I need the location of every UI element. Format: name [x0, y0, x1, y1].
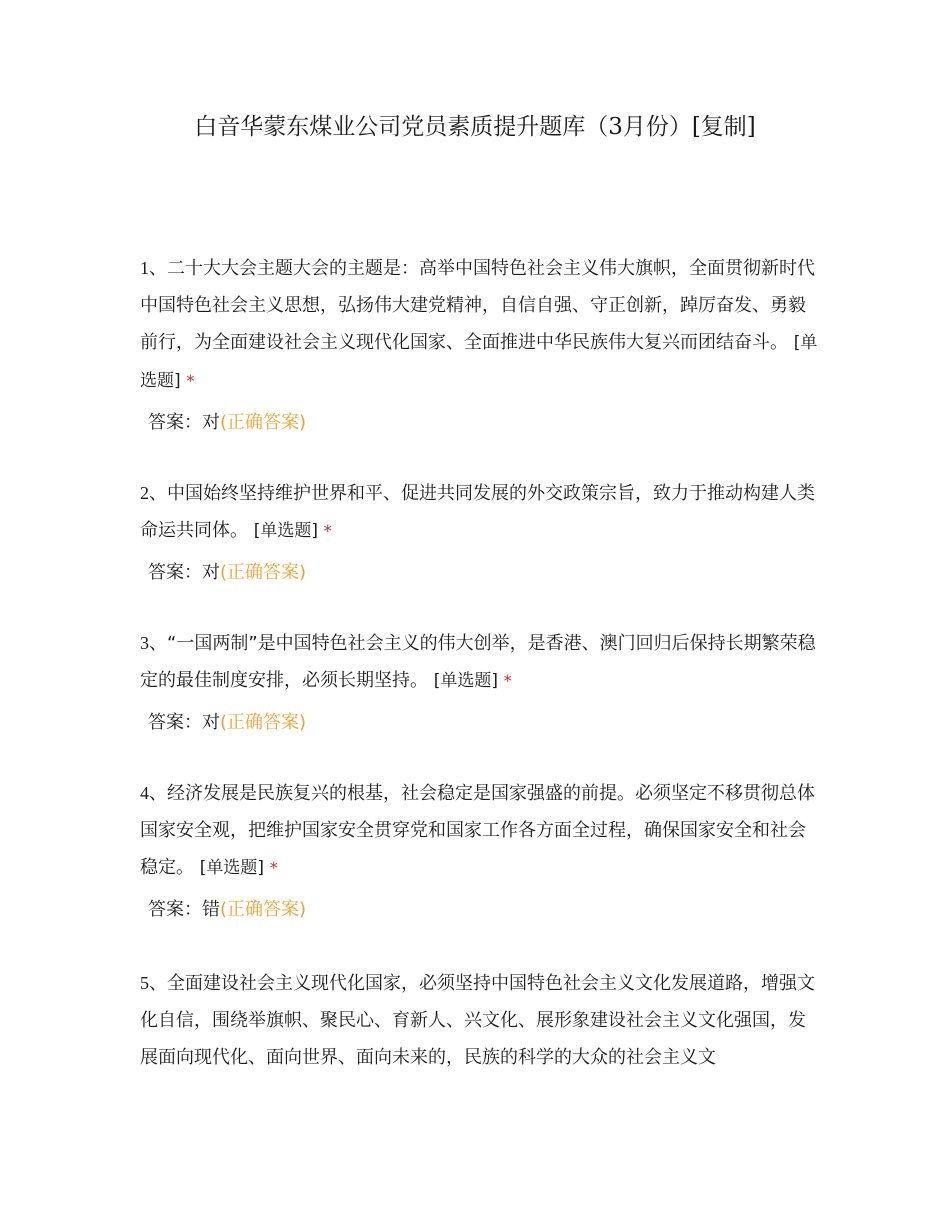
question-text-block	[140, 965, 820, 1076]
answer-line	[148, 708, 820, 738]
correct-answer-note: (正确答案)	[220, 899, 307, 920]
correct-answer-note: (正确答案)	[220, 412, 307, 433]
answer-label: 答案：	[148, 899, 202, 920]
question-item	[140, 625, 820, 738]
answer-label: 答案：	[148, 712, 202, 733]
answer-line	[148, 408, 820, 438]
question-text-block	[140, 775, 820, 887]
correct-answer-note: (正确答案)	[220, 562, 307, 583]
question-number: 4、	[140, 783, 167, 803]
question-number: 1、	[140, 258, 167, 278]
answer-value: 对	[202, 562, 220, 583]
page-title: 白音华蒙东煤业公司党员素质提升题库（3月份）[复制]	[194, 114, 756, 140]
answer-value: 对	[202, 412, 220, 433]
question-stem: 中国始终坚持维护世界和平、促进共同发展的外交政策宗旨，致力于推动构建人类命运共同体。	[140, 483, 815, 541]
answer-label: 答案：	[148, 412, 202, 433]
question-number: 5、	[140, 973, 167, 993]
question-item	[140, 250, 820, 438]
question-stem: 经济发展是民族复兴的根基，社会稳定是国家强盛的前提。必须坚定不移贯彻总体国家安全观，把维护国家安全贯穿党和国家工作各方面全过程，确保国家安全和社会稳定。	[140, 783, 815, 878]
question-type-label: [单选题]	[140, 333, 818, 391]
question-type-label: [单选题]	[199, 858, 264, 878]
question-number: 3、	[140, 633, 167, 653]
answer-line	[148, 558, 820, 588]
question-text-block	[140, 625, 820, 700]
answer-value: 对	[202, 712, 220, 733]
question-type-label: [单选题]	[433, 671, 498, 691]
question-stem: 二十大大会主题大会的主题是：高举中国特色社会主义伟大旗帜，全面贯彻新时代中国特色社会主义思想，弘扬伟大建党精神，自信自强、守正创新，踔厉奋发、勇毅前行，为全面建设社会主义现代化国家、全面推进中华民族伟大复兴而团结奋斗。	[140, 258, 815, 353]
question-item	[140, 965, 820, 1076]
required-marker: *	[323, 521, 332, 540]
question-item	[140, 775, 820, 925]
question-text-block	[140, 475, 820, 550]
question-text-block	[140, 250, 820, 400]
question-number: 2、	[140, 483, 167, 503]
question-list	[140, 250, 820, 1076]
correct-answer-note: (正确答案)	[220, 712, 307, 733]
required-marker: *	[186, 371, 195, 390]
answer-label: 答案：	[148, 562, 202, 583]
question-stem: 全面建设社会主义现代化国家，必须坚持中国特色社会主义文化发展道路，增强文化自信，围绕举旗帜、聚民心、育新人、兴文化、展形象建设社会主义文化强国，发展面向现代化、面向世界、面向未来的，民族的科学的大众的社会主义文	[140, 973, 815, 1068]
question-item	[140, 475, 820, 588]
answer-value: 错	[202, 899, 220, 920]
answer-line	[148, 895, 820, 925]
question-stem: “一国两制”是中国特色社会主义的伟大创举，是香港、澳门回归后保持长期繁荣稳定的最佳制度安排，必须长期坚持。	[140, 633, 816, 691]
required-marker: *	[269, 858, 278, 877]
question-type-label: [单选题]	[253, 521, 318, 541]
required-marker: *	[503, 671, 512, 690]
